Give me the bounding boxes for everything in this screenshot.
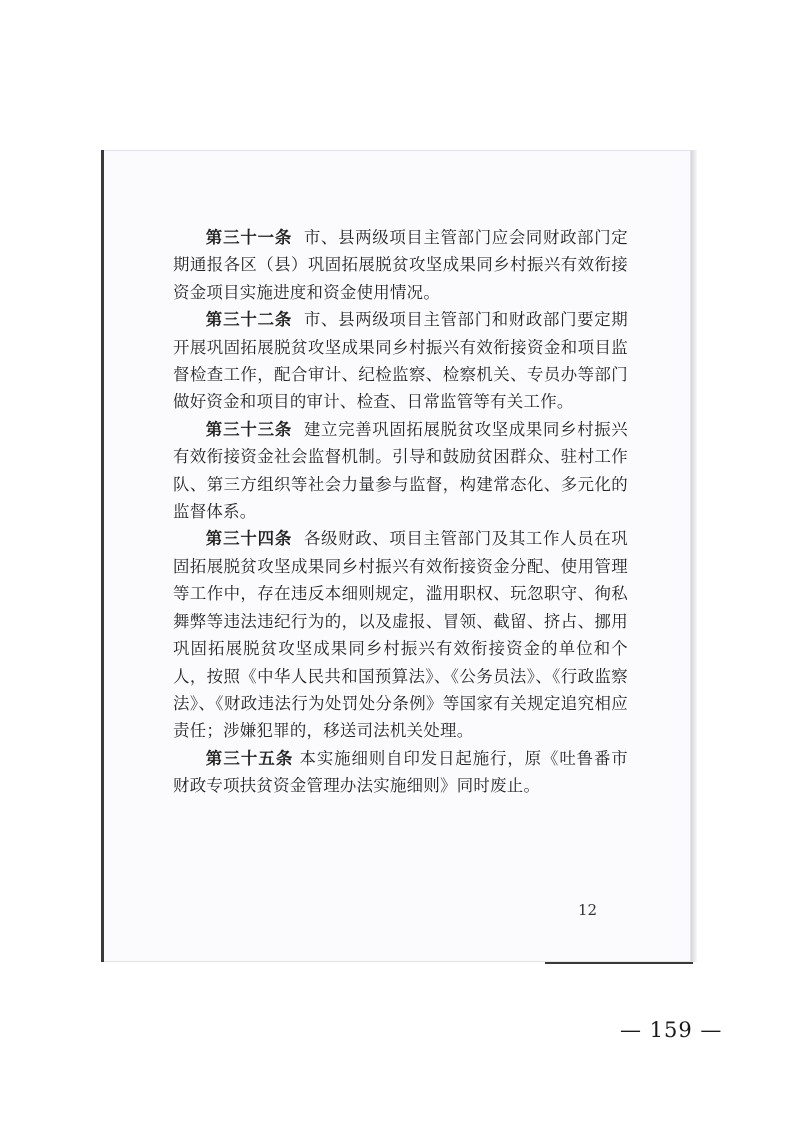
article-text: 建立完善巩固拓展脱贫攻坚成果同乡村振兴有效衔接资金社会监督机制。引导和鼓励贫困群众、驻村工作队、第三方组织等社会力量参与监督，构建常态化、多元化的监督体系。 bbox=[173, 419, 628, 522]
article-35 bbox=[173, 745, 628, 800]
article-33 bbox=[173, 416, 628, 526]
outer-page-number: — 159 — bbox=[620, 1018, 723, 1042]
article-32 bbox=[173, 306, 628, 416]
document-body bbox=[173, 224, 628, 800]
scan-edge-line bbox=[545, 962, 693, 964]
article-text: 各级财政、项目主管部门及其工作人员在巩固拓展脱贫攻坚成果同乡村振兴有效衔接资金分配、使用管理等工作中，存在违反本细则规定，滥用职权、玩忽职守、徇私舞弊等违法违纪行为的，以及虚报、冒领、截留、挤占、挪用巩固拓展脱贫攻坚成果同乡村振兴有效衔接资金的单位和个人，按照《中华人民共和国预算法》、《公务员法》、《行政监察法》、《财政违法行为处罚处分条例》等国家有关规定追究相应责任；涉嫌犯罪的，移送司法机关处理。 bbox=[173, 529, 628, 741]
article-heading: 第三十三条 bbox=[205, 419, 293, 439]
article-heading: 第三十五条 bbox=[205, 748, 294, 768]
article-text: 市、县两级项目主管部门和财政部门要定期开展巩固拓展脱贫攻坚成果同乡村振兴有效衔接资金和项目监督检查工作，配合审计、纪检监察、检察机关、专员办等部门做好资金和项目的审计、检查、日常监管等有关工作。 bbox=[173, 310, 628, 412]
article-34 bbox=[173, 525, 628, 744]
article-heading: 第三十二条 bbox=[205, 310, 293, 330]
article-heading: 第三十四条 bbox=[205, 529, 293, 549]
article-text: 市、县两级项目主管部门应会同财政部门定期通报各区（县）巩固拓展脱贫攻坚成果同乡村振兴有效衔接资金项目实施进度和资金使用情况。 bbox=[173, 228, 628, 302]
inner-page-number: 12 bbox=[578, 901, 598, 919]
article-text: 本实施细则自印发日起施行，原《吐鲁番市财政专项扶贫资金管理办法实施细则》同时废止。 bbox=[173, 748, 628, 796]
article-heading: 第三十一条 bbox=[205, 228, 293, 247]
article-31 bbox=[173, 224, 628, 306]
